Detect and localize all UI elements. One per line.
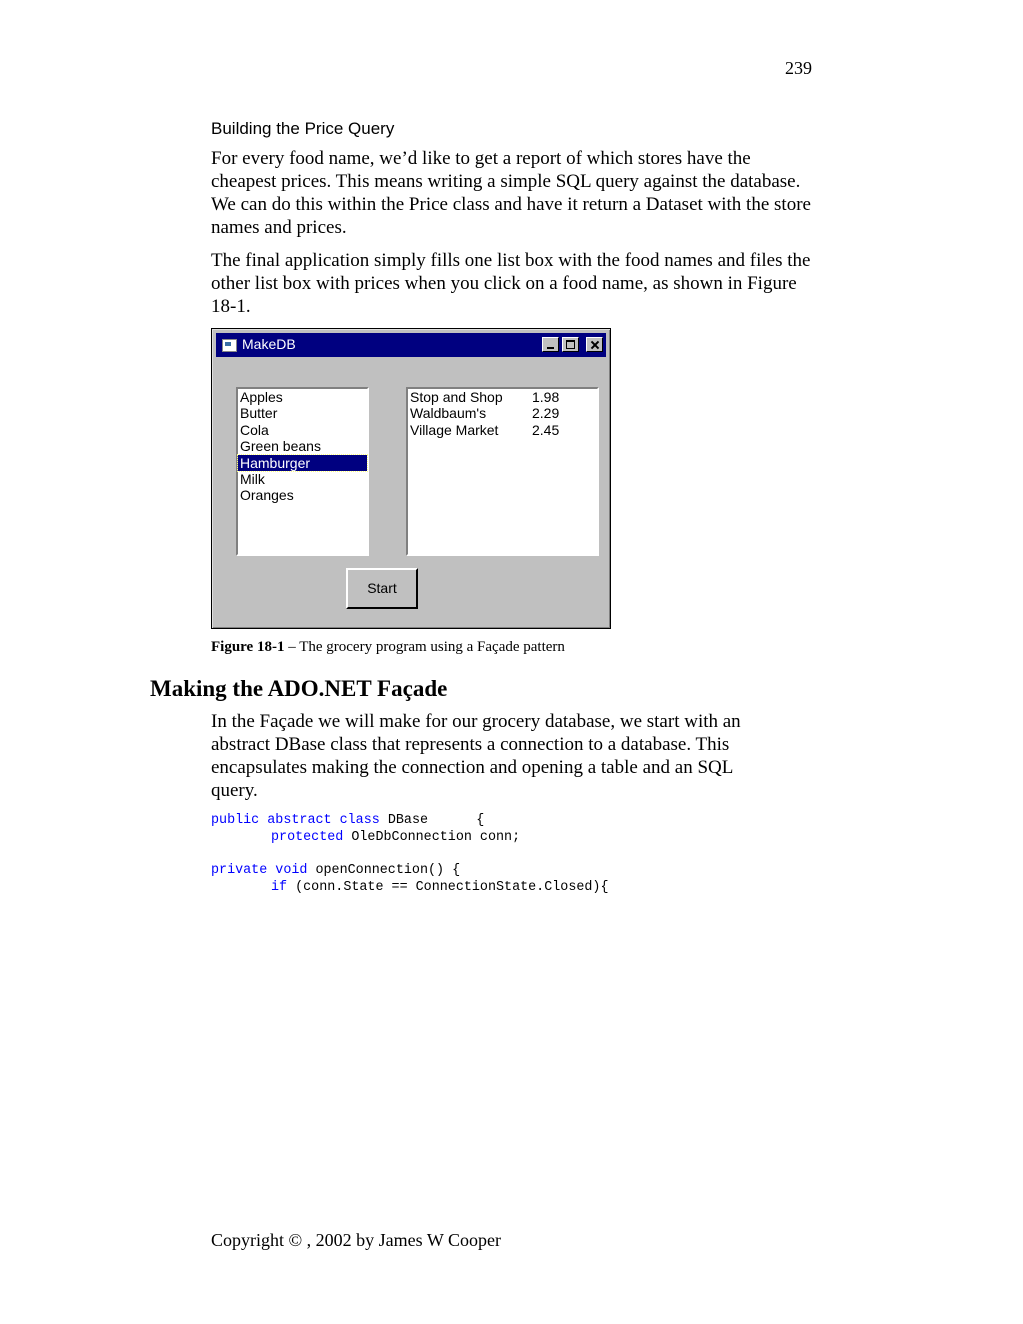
store-name: Village Market xyxy=(410,421,499,438)
code-text: openConnection() { xyxy=(307,863,461,878)
code-keyword: if xyxy=(271,880,288,895)
close-icon[interactable] xyxy=(586,337,603,352)
food-item-green-beans[interactable]: Green beans xyxy=(240,438,321,455)
paragraph-application: The final application simply fills one list box with the food names and files the other list box with prices when you click on a food name, as shown in Figure 18-1. xyxy=(211,250,811,317)
code-text: OleDbConnection conn; xyxy=(343,830,521,845)
food-item-apples[interactable]: Apples xyxy=(240,389,283,405)
makedb-window xyxy=(211,328,611,629)
store-name: Waldbaum's xyxy=(410,405,487,422)
code-line xyxy=(211,862,811,879)
food-item-oranges[interactable]: Oranges xyxy=(240,487,294,504)
window-title: MakeDB xyxy=(242,336,296,352)
code-keyword: protected xyxy=(271,830,344,845)
start-button[interactable]: Start xyxy=(346,568,418,609)
code-text: (conn.State == ConnectionState.Closed){ xyxy=(287,880,609,895)
code-text: DBase { xyxy=(379,813,485,828)
code-keyword: class xyxy=(339,813,380,828)
store-price: 2.29 xyxy=(532,405,560,422)
section-title: Building the Price Query xyxy=(211,119,395,138)
food-item-butter[interactable]: Butter xyxy=(240,405,278,422)
chapter-heading: Making the ADO.NET Façade xyxy=(150,676,448,701)
caption-label: Figure 18-1 xyxy=(211,639,285,655)
code-line xyxy=(211,829,811,846)
copyright-footer: Copyright © , 2002 by James W Cooper xyxy=(211,1230,501,1250)
page-number: 239 xyxy=(785,58,812,78)
maximize-icon[interactable] xyxy=(562,337,579,352)
code-line xyxy=(211,879,811,896)
price-listbox[interactable] xyxy=(406,387,599,556)
store-price: 2.45 xyxy=(532,421,560,438)
store-name: Stop and Shop xyxy=(410,389,503,405)
price-row[interactable] xyxy=(408,405,597,421)
code-keyword: void xyxy=(275,863,308,878)
price-row[interactable] xyxy=(408,389,597,405)
code-keyword: private xyxy=(211,863,268,878)
paragraph-facade: In the Façade we will make for our grocery database, we start with an abstract DBase class that represents a connection to a database. This encapsulates making the connection and opening a table and an SQL query. xyxy=(211,711,741,801)
food-item-hamburger[interactable]: Hamburger xyxy=(238,455,367,471)
paragraph-price-query: For every food name, we’d like to get a report of which stores have the cheapest prices. This means writing a simple SQL query against the database. We can do this within the Price class and have it return a Dataset with the store names and prices. xyxy=(211,148,811,238)
code-line xyxy=(211,812,811,829)
store-price: 1.98 xyxy=(532,389,560,405)
code-keyword: public xyxy=(211,813,260,828)
app-window-icon xyxy=(222,339,237,352)
code-blank-line xyxy=(211,846,811,862)
food-listbox[interactable] xyxy=(236,387,369,556)
price-row[interactable] xyxy=(408,422,597,438)
food-item-cola[interactable]: Cola xyxy=(240,421,269,438)
code-keyword: abstract xyxy=(267,813,332,828)
food-item-milk[interactable]: Milk xyxy=(240,470,265,487)
figure-caption xyxy=(211,639,565,656)
code-block xyxy=(211,812,811,896)
minimize-icon[interactable] xyxy=(542,337,559,352)
window-titlebar[interactable] xyxy=(216,333,606,357)
caption-text: – The grocery program using a Façade pattern xyxy=(284,639,565,655)
